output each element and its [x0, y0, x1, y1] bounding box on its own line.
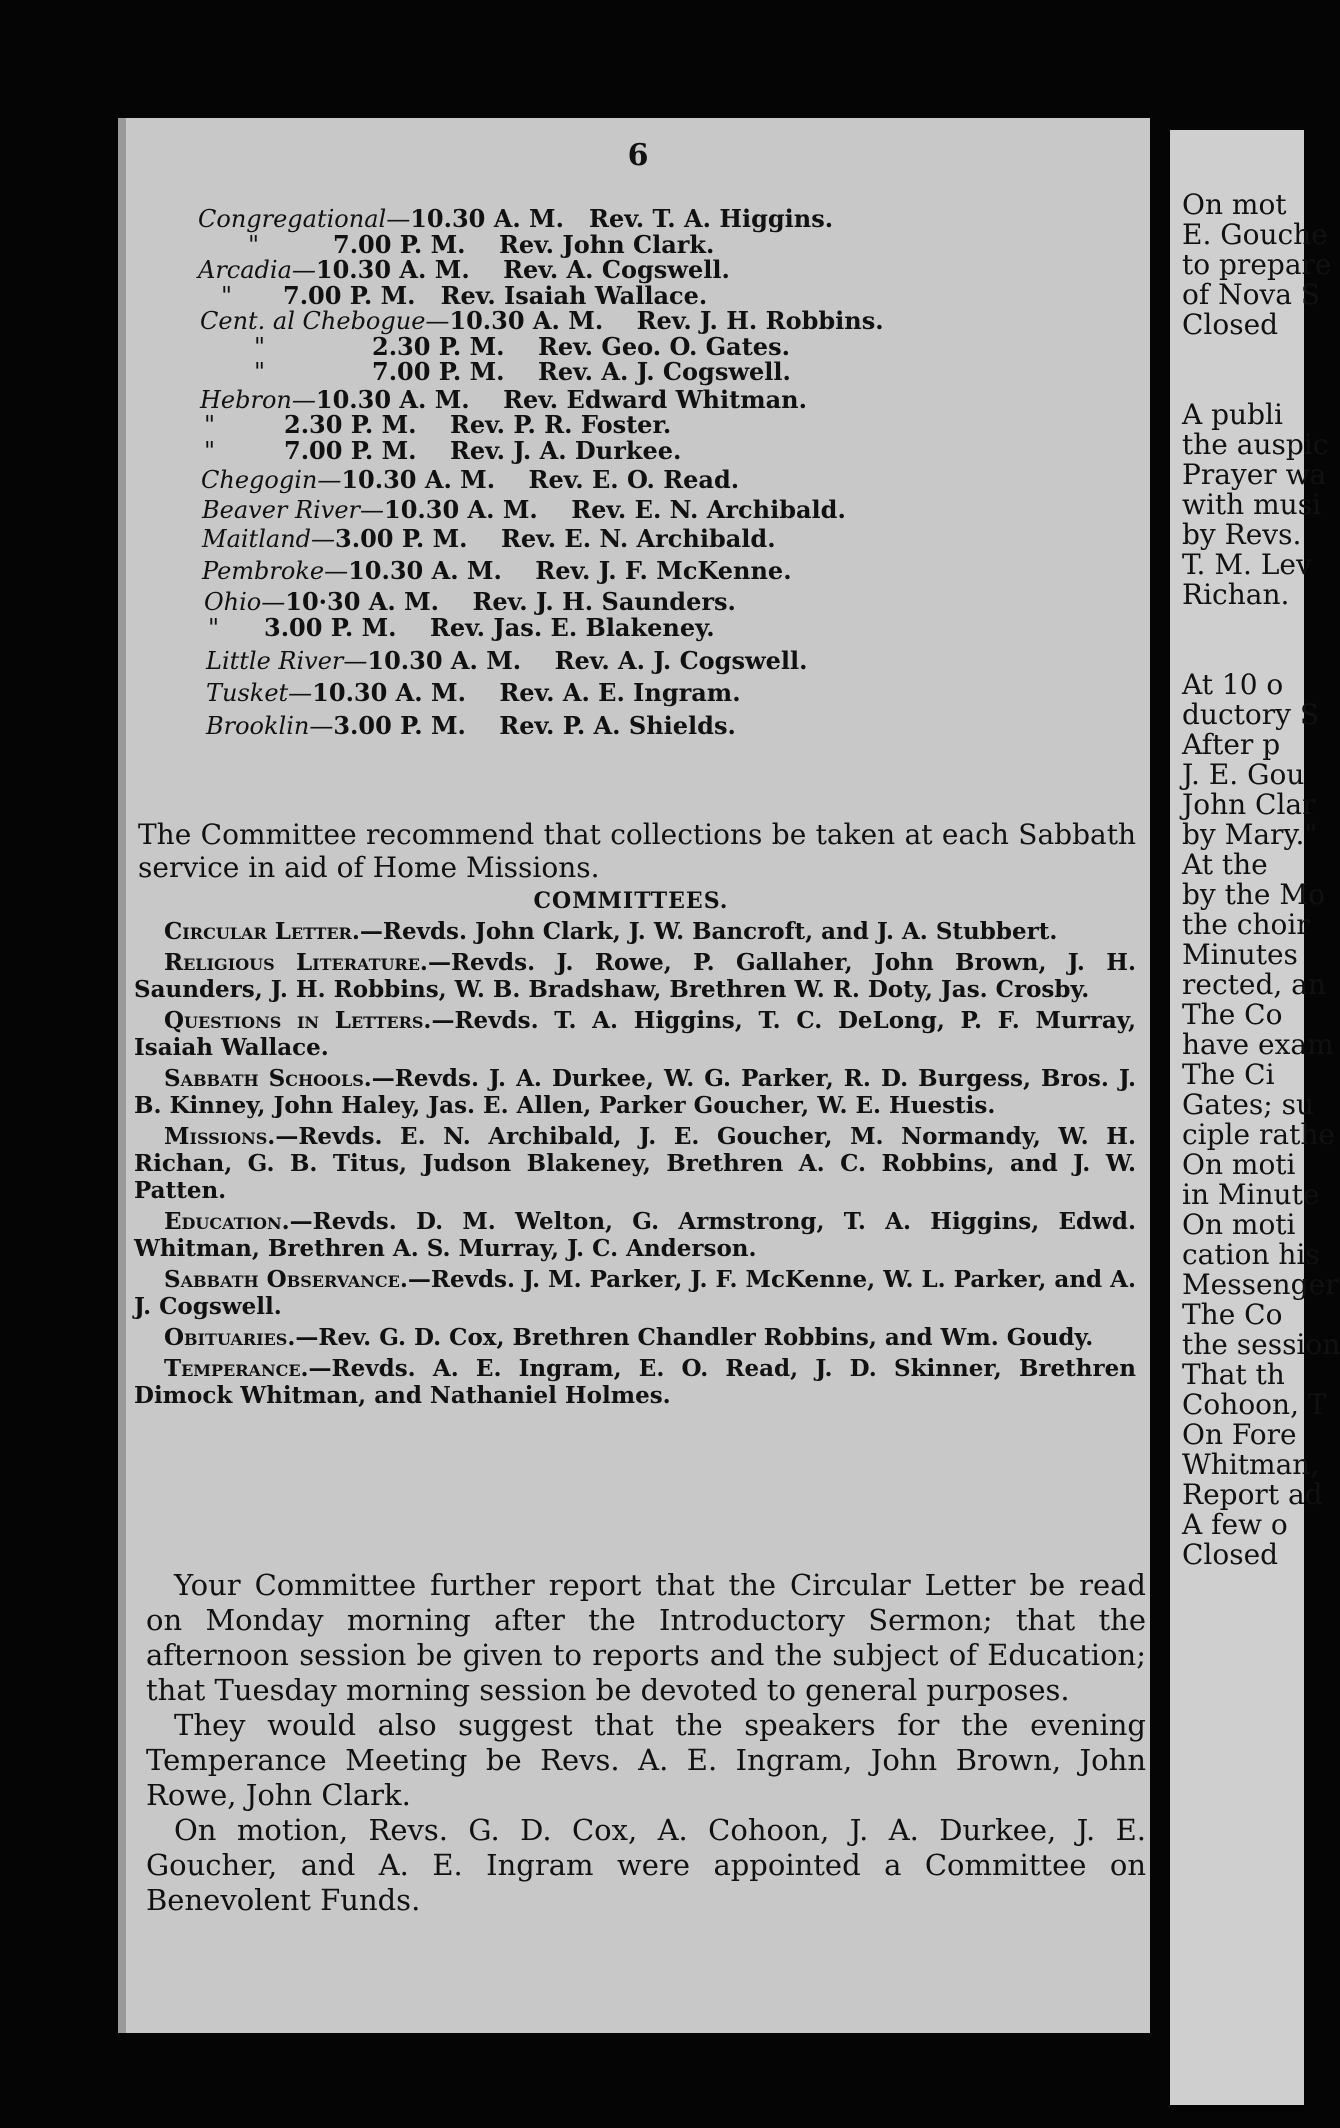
service-minister: Rev. J. H. Robbins.: [636, 306, 884, 335]
right-line: On moti: [1182, 1208, 1296, 1241]
right-line: [1170, 640, 1304, 670]
service-minister: Rev. J. A. Durkee.: [449, 435, 682, 465]
right-line: At 10 o: [1182, 668, 1284, 701]
service-place: Arcadia—: [198, 256, 316, 284]
committee-item: [126, 1266, 1136, 1320]
service-row: [126, 494, 1150, 524]
service-row: [126, 555, 1150, 585]
service-row: [126, 359, 1150, 385]
service-minister: Rev. A. E. Ingram.: [499, 677, 741, 707]
service-row: [126, 677, 1150, 707]
right-line: ciple rathe: [1182, 1118, 1335, 1151]
right-line: The Co: [1182, 998, 1283, 1031]
right-line: cation his: [1182, 1238, 1320, 1271]
right-line: After p: [1182, 728, 1281, 761]
service-time: 3.00 P. M.: [335, 524, 468, 553]
right-line: At the: [1182, 848, 1268, 881]
right-line: E. Gouche: [1182, 218, 1328, 251]
service-minister: Rev. E. N. Archibald.: [571, 494, 846, 524]
right-line: Minutes: [1182, 938, 1298, 971]
closing-paragraph: They would also suggest that the speakers for the evening Temperance Meeting be Revs. A. E. Ingram, John Brown, John Rowe, John Clark.: [146, 1708, 1146, 1812]
right-line: Richan.: [1182, 578, 1290, 611]
service-row: [126, 589, 1150, 615]
service-time: 10.30 A. M.: [410, 204, 564, 233]
right-line: The Ci: [1182, 1058, 1275, 1091]
services-list: [126, 206, 1150, 739]
service-place: ": [254, 332, 266, 361]
service-row: [126, 467, 1150, 493]
service-row: [126, 257, 1150, 283]
committee-name: Missions.: [164, 1123, 276, 1150]
right-line: Prayer wa: [1182, 458, 1327, 491]
service-row: [126, 280, 1150, 310]
committee-name: Religious Literature.: [164, 949, 428, 976]
right-page-fragment: [1170, 130, 1340, 2105]
service-minister: Rev. J. H. Saunders.: [472, 587, 736, 616]
committee-name: Sabbath Schools.: [164, 1065, 372, 1092]
service-row: [126, 331, 1150, 361]
service-time: 10.30 A. M.: [315, 255, 470, 284]
right-line: Whitman,: [1182, 1448, 1320, 1481]
right-line: by the Mo: [1182, 878, 1325, 911]
right-line: [1170, 370, 1304, 400]
service-row: [126, 435, 1150, 465]
right-line: J. E. Gou: [1182, 758, 1305, 791]
right-line: with musi: [1182, 488, 1322, 521]
committee-name: Questions in Letters.: [164, 1007, 432, 1034]
service-minister: Rev. J. F. McKenne.: [535, 555, 792, 585]
service-row: [126, 412, 1150, 438]
service-place: ": [248, 230, 260, 259]
committee-members: —Revds. A. E. Ingram, E. O. Read, J. D. Skinner, Brethren Dimock Whitman, and Nathaniel Holmes.: [134, 1355, 1136, 1409]
committee-members: —Revds. T. A. Higgins, T. C. DeLong, P. F. Murray, Isaiah Wallace.: [134, 1007, 1136, 1061]
right-line: of Nova S: [1182, 278, 1321, 311]
service-minister: Rev. A. J. Cogswell.: [554, 646, 808, 675]
committee-members: —Revds. J. A. Durkee, W. G. Parker, R. D. Burgess, Bros. J. B. Kinney, John Haley, Jas. E. Allen, Parker Goucher, W. E. Huestis.: [134, 1065, 1136, 1119]
committee-item: [126, 1123, 1136, 1204]
committee-members: —Revds. J. M. Parker, J. F. McKenne, W. L. Parker, and A. J. Cogswell.: [134, 1266, 1136, 1320]
committee-members: —Revds. E. N. Archibald, J. E. Goucher, M. Normandy, W. H. Richan, G. B. Titus, Judson Blakeney, Brethren A. C. Robbins, and J. W. Patten.: [134, 1123, 1136, 1204]
committee-members: —Rev. G. D. Cox, Brethren Chandler Robbins, and Wm. Goudy.: [295, 1324, 1094, 1351]
service-minister: Rev. T. A. Higgins.: [589, 204, 834, 233]
committee-item: [126, 1324, 1136, 1351]
service-place: ": [221, 281, 233, 310]
service-time: 10.30 A. M.: [367, 646, 522, 675]
right-line: Cohoon, T: [1182, 1388, 1327, 1421]
service-place: ": [254, 358, 266, 386]
right-line: [1170, 340, 1304, 370]
right-line: On Fore: [1182, 1418, 1297, 1451]
committee-item: [126, 1355, 1136, 1409]
service-minister: Rev. A. J. Cogswell.: [537, 357, 791, 386]
service-time: 10.30 A. M.: [348, 555, 502, 585]
right-line: the session: [1182, 1328, 1340, 1361]
left-page: [118, 118, 1150, 2033]
service-place: Hebron—: [200, 385, 316, 414]
service-place: ": [208, 613, 220, 642]
service-minister: Rev. P. R. Foster.: [449, 410, 672, 439]
service-row: [126, 229, 1150, 259]
committee-members: —Revds. D. M. Welton, G. Armstrong, T. A. Higgins, Edwd. Whitman, Brethren A. S. Murray, J. C. Anderson.: [134, 1208, 1136, 1262]
right-line: John Clar: [1182, 788, 1316, 821]
service-time: 10.30 A. M.: [449, 306, 604, 335]
right-line: by Mary.": [1182, 818, 1318, 851]
right-line: Closed: [1182, 308, 1279, 341]
right-line: Report ad: [1182, 1478, 1323, 1511]
service-row: [126, 308, 1150, 334]
service-time: 3.00 P. M.: [264, 612, 397, 642]
right-line: the auspic: [1182, 428, 1329, 461]
committees-heading: COMMITTEES.: [533, 888, 729, 914]
closing-paragraph: Your Committee further report that the Circular Letter be read on Monday morning after the Introductory Sermon; that the afternoon session be given to reports and the subject of Education; that Tuesday morning session be devoted to general purposes.: [146, 1568, 1146, 1707]
committee-item: [126, 1007, 1136, 1061]
right-line: On moti: [1182, 1148, 1296, 1181]
right-line: [1170, 610, 1304, 640]
right-line: The Co: [1182, 1298, 1283, 1331]
committee-name: Temperance.: [164, 1355, 309, 1382]
right-line: A few o: [1182, 1508, 1288, 1541]
service-time: 10.30 A. M.: [384, 494, 538, 524]
service-time: 10.30 A. M.: [312, 677, 466, 707]
committee-name: Education.: [164, 1208, 290, 1235]
service-place: Brooklin—: [206, 712, 334, 740]
committee-name: Obituaries.: [164, 1324, 296, 1351]
service-place: Chegogin—: [201, 466, 342, 494]
service-row: [126, 384, 1150, 414]
service-minister: Rev. John Clark.: [498, 229, 715, 259]
committees-section: [126, 818, 1136, 1413]
right-line: Gates; su: [1182, 1088, 1314, 1121]
service-place: Ohio—: [204, 588, 286, 616]
committee-name: Circular Letter.: [164, 918, 360, 945]
service-time: 7.00 P. M.: [372, 357, 505, 386]
service-row: [126, 206, 1150, 232]
service-minister: Rev. E. N. Archibald.: [500, 524, 776, 553]
service-place: Maitland—: [202, 525, 336, 553]
right-line: A publi: [1182, 398, 1283, 431]
committee-members: —Revds. John Clark, J. W. Bancroft, and J. A. Stubbert.: [359, 918, 1058, 945]
service-time: 7.00 P. M.: [283, 280, 416, 310]
service-row: [126, 648, 1150, 674]
right-line: Closed: [1182, 1538, 1279, 1571]
right-line: rected, an: [1182, 968, 1326, 1001]
committee-item: [126, 1208, 1136, 1262]
closing-paragraph: On motion, Revs. G. D. Cox, A. Cohoon, J. A. Durkee, J. E. Goucher, and A. E. Ingram were appointed a Committee on Benevolent Funds.: [146, 1813, 1146, 1917]
service-minister: Rev. Edward Whitman.: [503, 384, 807, 414]
service-place: Congregational—: [198, 205, 411, 233]
service-time: 2.30 P. M.: [284, 410, 417, 439]
service-place: Cent. al Chebogue—: [200, 307, 450, 335]
committee-members: —Revds. J. Rowe, P. Gallaher, John Brown, J. H. Saunders, J. H. Robbins, W. B. Bradshaw, Brethren W. R. Doty, Jas. Crosby.: [134, 949, 1136, 1003]
service-row: [126, 526, 1150, 552]
right-line: ductory S: [1182, 698, 1320, 731]
service-minister: Rev. A. Cogswell.: [503, 255, 730, 284]
service-time: 7.00 P. M.: [333, 229, 466, 259]
service-row: [126, 713, 1150, 739]
service-row: [126, 612, 1150, 642]
closing-section: [146, 1568, 1146, 1918]
service-place: Pembroke—: [202, 556, 349, 585]
committee-item: [126, 918, 1136, 945]
service-minister: Rev. E. O. Read.: [528, 465, 740, 494]
right-line: T. M. Lev: [1182, 548, 1312, 581]
service-place: Little River—: [206, 647, 368, 675]
committee-name: Sabbath Observance.: [164, 1266, 408, 1293]
right-line: Messenger: [1182, 1268, 1339, 1301]
right-line: On mot: [1182, 188, 1287, 221]
committee-item: [126, 949, 1136, 1003]
service-time: 2.30 P. M.: [372, 331, 505, 361]
service-time: 10.30 A. M.: [315, 384, 470, 414]
service-time: 3.00 P. M.: [333, 711, 466, 740]
service-minister: Rev. Jas. E. Blakeney.: [429, 612, 715, 642]
collections-paragraph: The Committee recommend that collections be taken at each Sabbath service in aid of Home Missions.: [138, 818, 1136, 884]
right-line: in Minute: [1182, 1178, 1320, 1211]
committee-item: [126, 1065, 1136, 1119]
right-line: have exam: [1182, 1028, 1334, 1061]
service-place: ": [204, 411, 216, 439]
service-minister: Rev. P. A. Shields.: [499, 711, 736, 740]
service-time: 10·30 A. M.: [285, 587, 440, 616]
right-line: to prepare: [1182, 248, 1332, 281]
right-line: the choir: [1182, 908, 1310, 941]
service-place: Beaver River—: [202, 495, 384, 524]
service-time: 7.00 P. M.: [284, 435, 417, 465]
service-minister: Rev. Geo. O. Gates.: [537, 331, 790, 361]
right-line: by Revs.: [1182, 518, 1302, 551]
service-place: Tusket—: [206, 678, 313, 707]
right-line: That th: [1182, 1358, 1285, 1391]
service-place: ": [204, 436, 216, 465]
service-minister: Rev. Isaiah Wallace.: [440, 280, 708, 310]
page-number: 6: [627, 138, 649, 173]
service-time: 10.30 A. M.: [341, 465, 496, 494]
